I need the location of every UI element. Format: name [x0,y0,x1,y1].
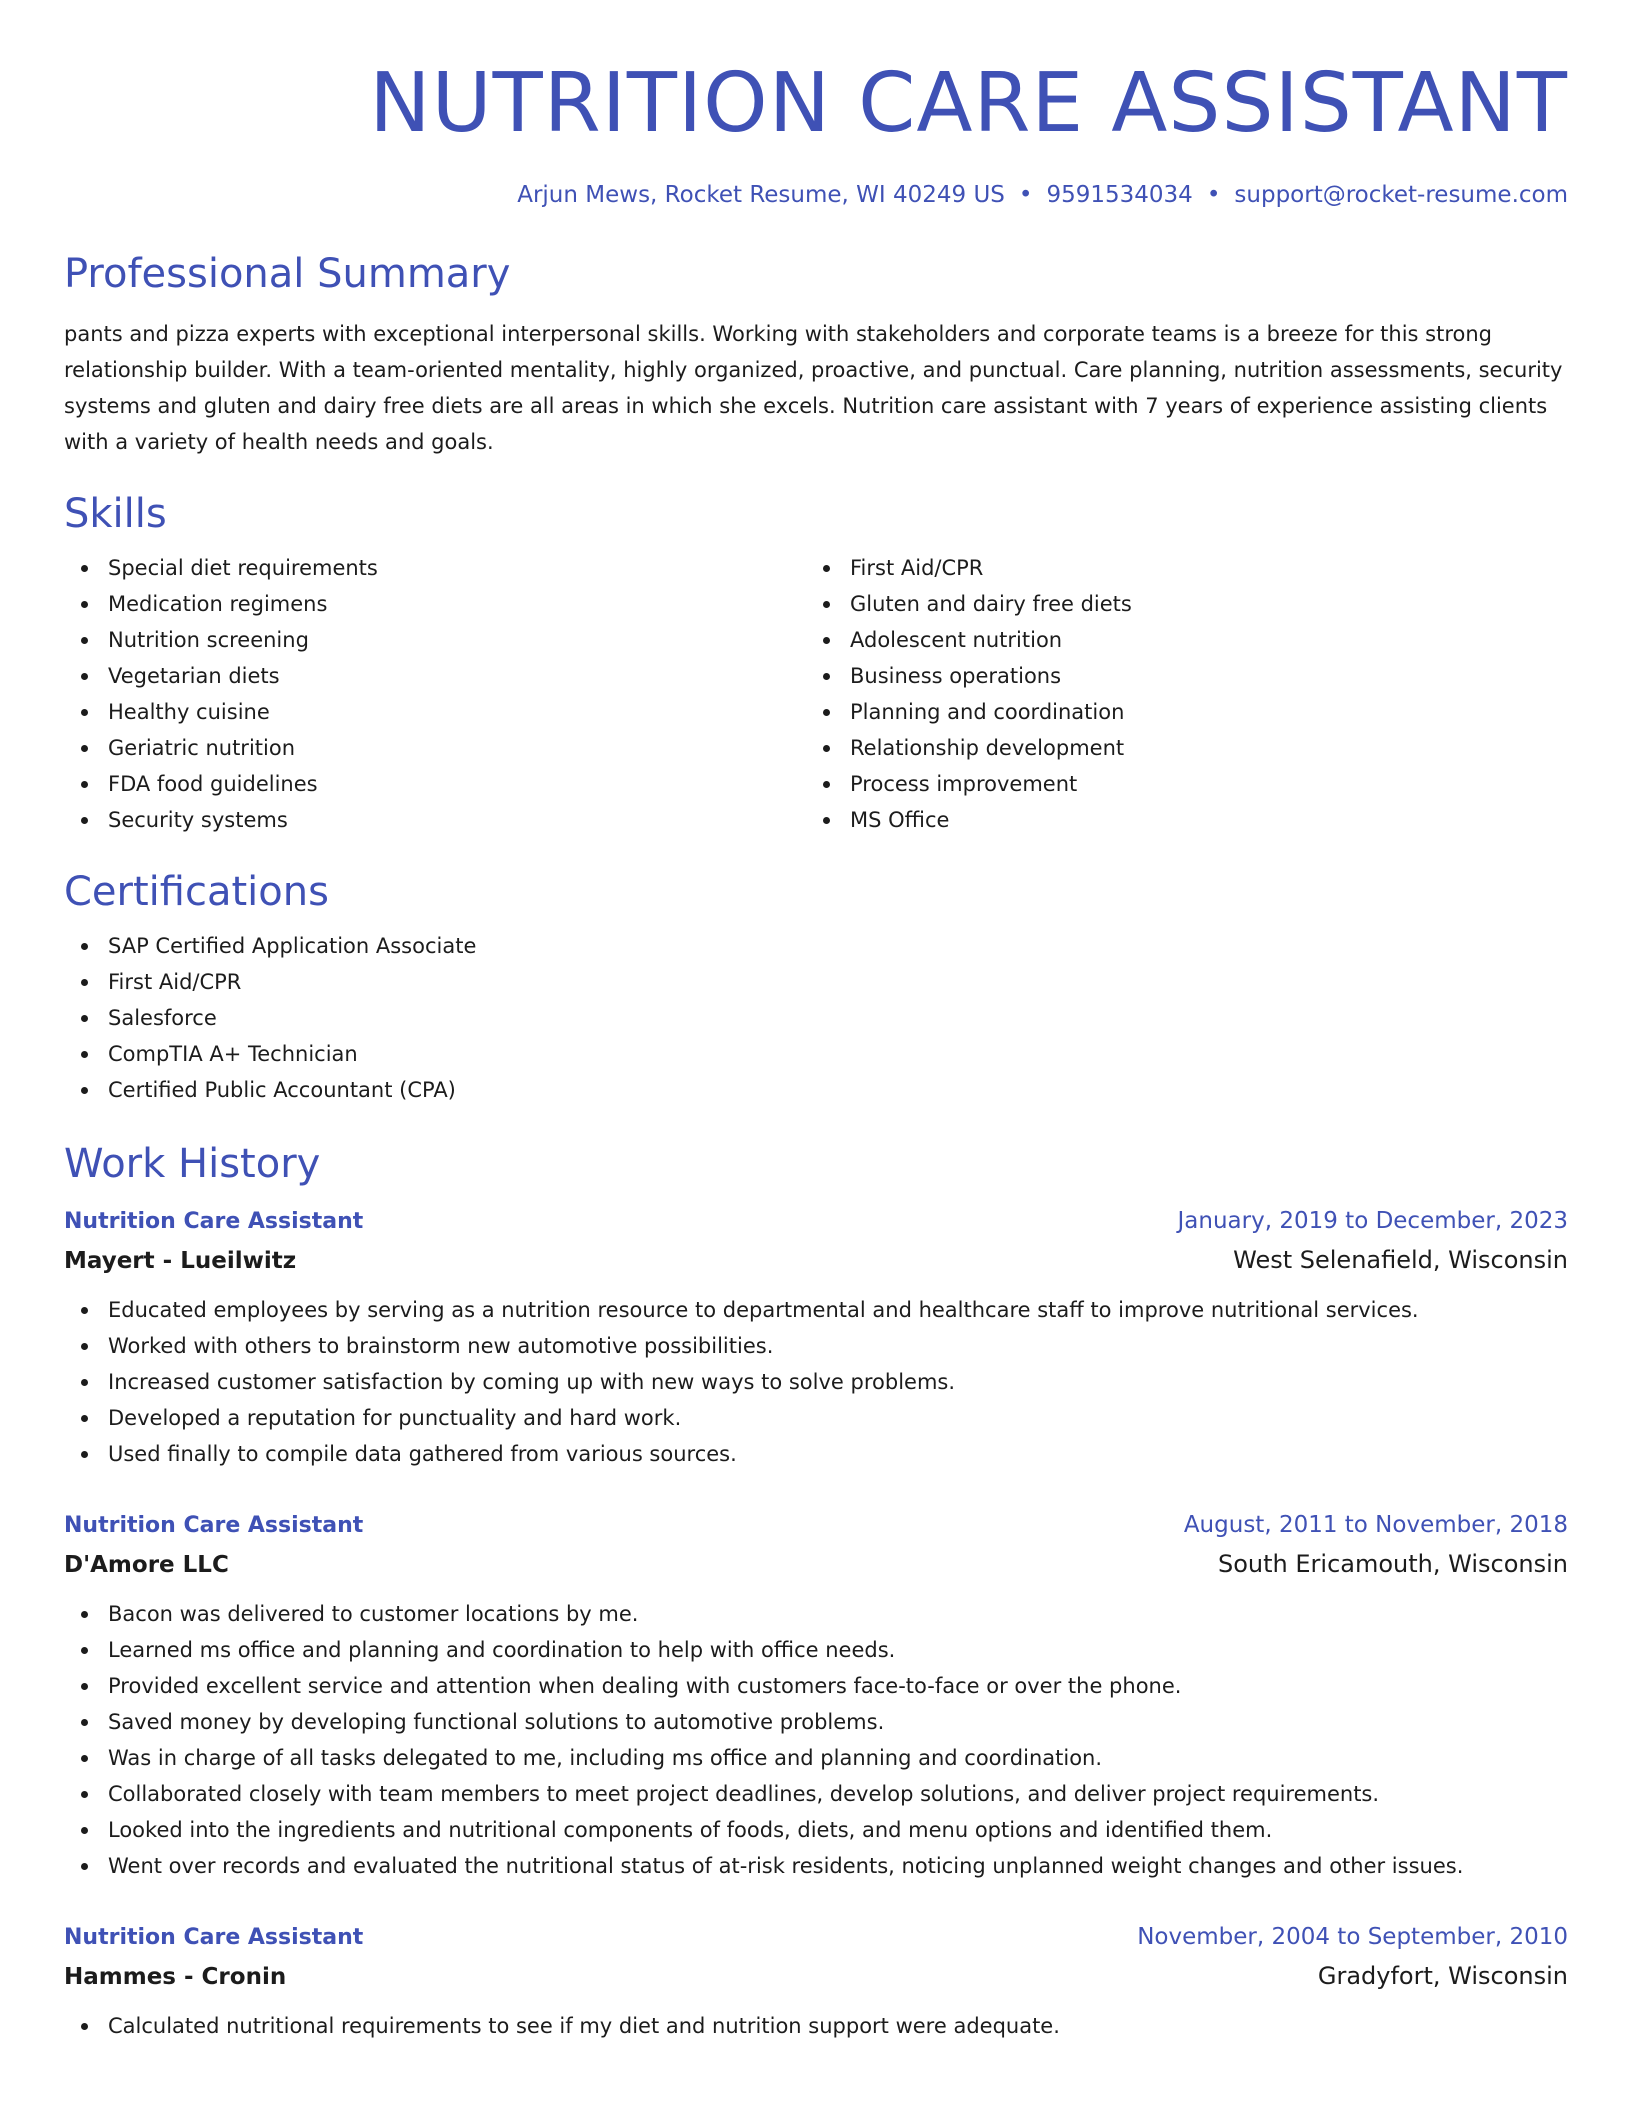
certifications-list [64,928,1568,1108]
job-bullet: Went over records and evaluated the nutritional status of at-risk residents, noticing unplanned weight changes and other issues. [64,1848,1568,1884]
certification-item: CompTIA A+ Technician [64,1036,1568,1072]
job-bullets [64,2008,1568,2044]
contact-separator: • [1206,182,1221,208]
job-bullet: Increased customer satisfaction by coming up with new ways to solve problems. [64,1364,1568,1400]
skill-item: Special diet requirements [64,550,806,586]
job-title-row [64,1506,1568,1545]
job-bullet: Developed a reputation for punctuality and hard work. [64,1400,1568,1436]
skill-item: Adolescent nutrition [806,622,1548,658]
skill-item: Security systems [64,802,806,838]
job-location: West Selenafield, Wisconsin [1233,1246,1568,1274]
job-dates: August, 2011 to November, 2018 [1183,1512,1568,1538]
job-entry [64,1506,1568,1884]
skill-item: Gluten and dairy free diets [806,586,1548,622]
skills-left-list [64,550,806,838]
summary-text: pants and pizza experts with exceptional interpersonal skills. Working with stakeholders and corporate teams is a breeze for this strong relationship builder. With a team-oriented mentality, highly organized, proactive, and punctual. Care planning, nutrition assessments, security systems and gluten and dairy free diets are all areas in which she excels. Nutrition care assistant with 7 years of experience assisting clients with a variety of health needs and goals. [64,322,1563,454]
job-dates: January, 2019 to December, 2023 [1177,1208,1568,1234]
job-bullet: Saved money by developing functional solutions to automotive problems. [64,1704,1568,1740]
certification-item: First Aid/CPR [64,964,1568,1000]
skill-item: Relationship development [806,730,1548,766]
job-dates: November, 2004 to September, 2010 [1137,1924,1568,1950]
job-bullet: Collaborated closely with team members to meet project deadlines, develop solutions, and deliver project requirements. [64,1776,1568,1812]
skill-item: First Aid/CPR [806,550,1548,586]
skill-item: Geriatric nutrition [64,730,806,766]
certification-item: Salesforce [64,1000,1568,1036]
job-bullet: Provided excellent service and attention when dealing with customers face-to-face or over the phone. [64,1668,1568,1704]
job-bullet: Used finally to compile data gathered from various sources. [64,1436,1568,1472]
certification-item: Certified Public Accountant (CPA) [64,1072,1568,1108]
job-bullet: Educated employees by serving as a nutrition resource to departmental and healthcare staff to improve nutritional services. [64,1292,1568,1328]
job-title: Nutrition Care Assistant [64,1925,364,1950]
job-entry [64,1202,1568,1472]
skill-item: Vegetarian diets [64,658,806,694]
skill-item: Business operations [806,658,1548,694]
job-title: Nutrition Care Assistant [64,1209,364,1234]
job-bullet: Bacon was delivered to customer locations by me. [64,1596,1568,1632]
skill-item: FDA food guidelines [64,766,806,802]
job-title-row [64,1202,1568,1241]
job-title: Nutrition Care Assistant [64,1513,364,1538]
job-company-row [64,1545,1568,1584]
job-bullet: Looked into the ingredients and nutritional components of foods, diets, and menu options and identified them. [64,1812,1568,1848]
skill-item: Nutrition screening [64,622,806,658]
resume-header [64,0,1568,210]
work-history-heading: Work History [64,1141,321,1187]
job-title-row [64,1918,1568,1957]
skill-item: Planning and coordination [806,694,1548,730]
job-bullet: Learned ms office and planning and coordination to help with office needs. [64,1632,1568,1668]
resume-title: NUTRITION CARE ASSISTANT [369,56,1568,151]
job-company: D'Amore LLC [64,1552,229,1578]
skill-item: Medication regimens [64,586,806,622]
skills-columns [64,550,1568,838]
skills-right-list [806,550,1548,838]
job-bullet: Worked with others to brainstorm new automotive possibilities. [64,1328,1568,1364]
contact-line [64,180,1568,210]
skill-item: Process improvement [806,766,1548,802]
job-entry [64,1918,1568,2044]
job-bullets [64,1596,1568,1884]
skill-item: MS Office [806,802,1548,838]
job-company-row [64,1241,1568,1280]
job-bullet: Was in charge of all tasks delegated to me, including ms office and planning and coordination. [64,1740,1568,1776]
job-bullets [64,1292,1568,1472]
job-location: Gradyfort, Wisconsin [1317,1962,1568,1990]
contact-email[interactable]: support@rocket-resume.com [1234,182,1568,208]
skills-left-column [64,550,806,838]
job-company-row [64,1957,1568,1996]
job-company: Hammes - Cronin [64,1964,287,1990]
skills-heading: Skills [64,491,167,537]
job-company: Mayert - Lueilwitz [64,1248,297,1274]
certifications-heading: Certifications [64,869,329,915]
contact-phone: 9591534034 [1046,182,1193,208]
certification-item: SAP Certified Application Associate [64,928,1568,964]
skill-item: Healthy cuisine [64,694,806,730]
contact-address: Arjun Mews, Rocket Resume, WI 40249 US [517,182,1005,208]
skills-right-column [806,550,1548,838]
job-bullet: Calculated nutritional requirements to see if my diet and nutrition support were adequate. [64,2008,1568,2044]
contact-separator: • [1018,182,1033,208]
summary-heading: Professional Summary [64,251,511,297]
job-location: South Ericamouth, Wisconsin [1218,1550,1568,1578]
